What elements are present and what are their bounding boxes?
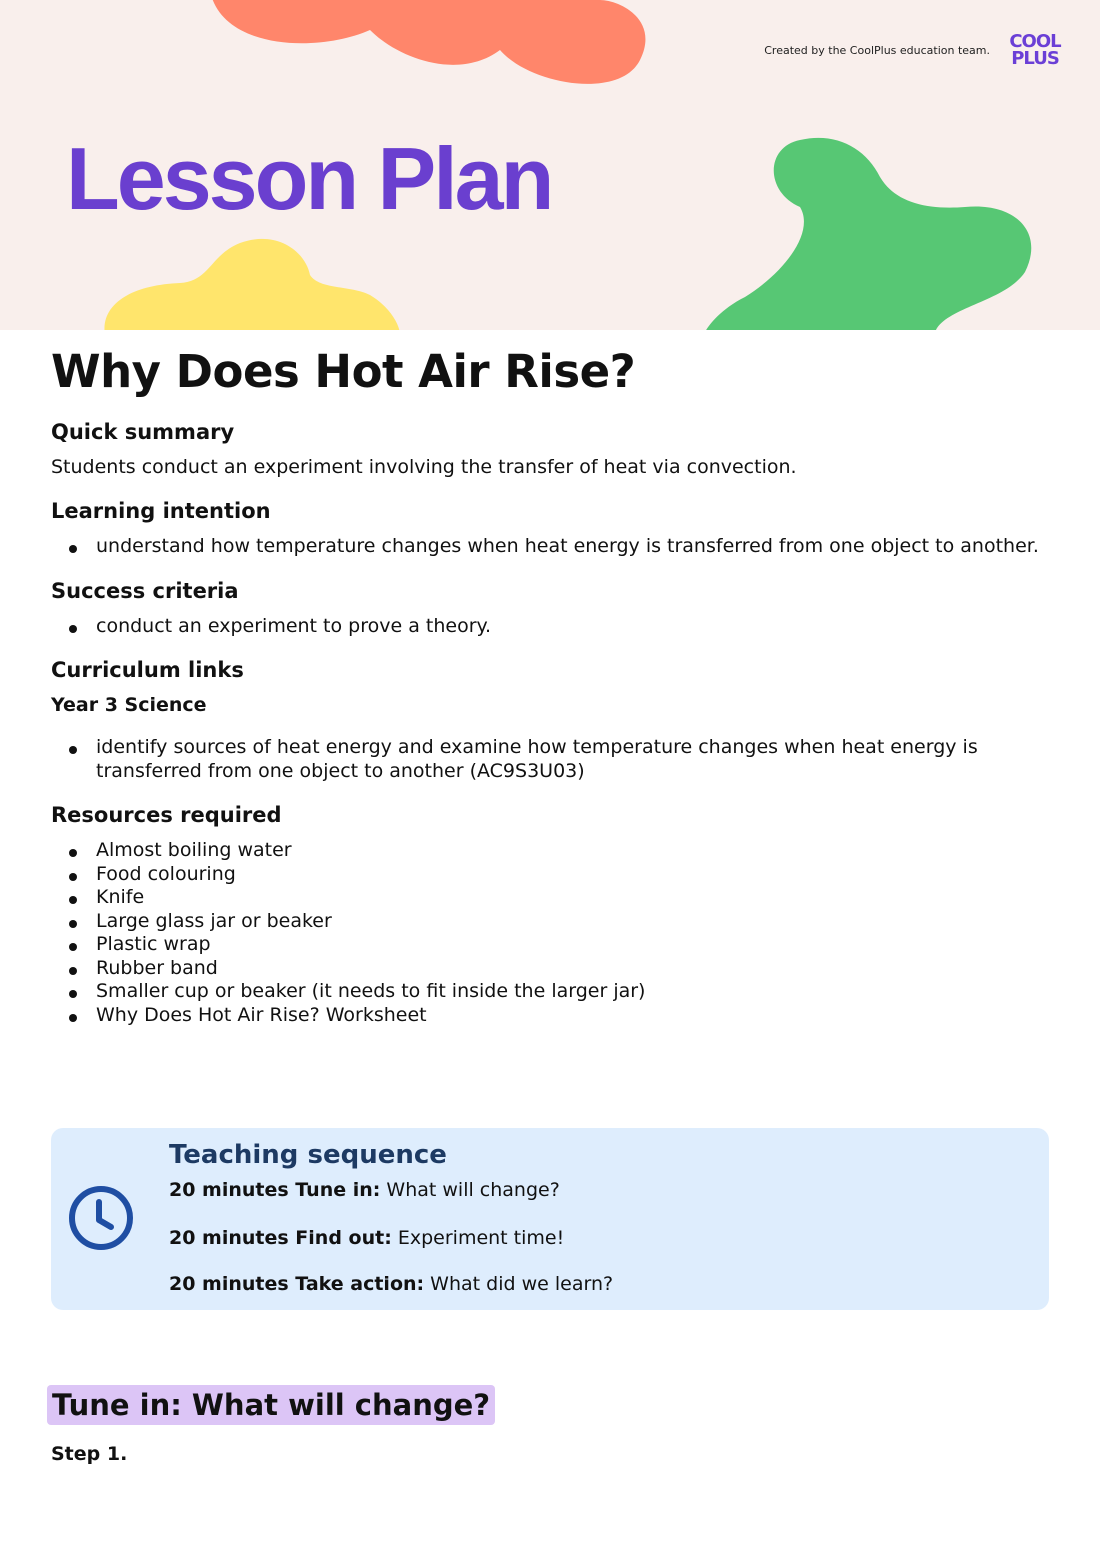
curriculum-links-heading: Curriculum links xyxy=(51,658,244,682)
list-item: Large glass jar or beaker xyxy=(51,910,1051,934)
sequence-label: 20 minutes Take action: xyxy=(169,1273,425,1295)
list-item: Almost boiling water xyxy=(51,839,1051,863)
teaching-sequence-panel xyxy=(51,1128,1049,1310)
sequence-text: What did we learn? xyxy=(424,1273,614,1295)
step-label: Step 1. xyxy=(51,1443,128,1465)
sequence-item-find-out xyxy=(169,1227,564,1249)
sequence-item-take-action xyxy=(169,1273,613,1295)
sequence-label: 20 minutes Find out: xyxy=(169,1227,392,1249)
logo-line-1: COOL xyxy=(1009,31,1061,52)
list-item: understand how temperature changes when heat energy is transferred from one object to another. xyxy=(51,535,1051,559)
list-item: Smaller cup or beaker (it needs to fit inside the larger jar) xyxy=(51,980,1051,1004)
resources-heading: Resources required xyxy=(51,803,282,827)
list-item: Rubber band xyxy=(51,957,1051,981)
curriculum-list xyxy=(51,736,1051,783)
sequence-item-tune-in xyxy=(169,1179,560,1201)
list-item: Knife xyxy=(51,886,1051,910)
logo-line-2: PLUS xyxy=(1011,48,1059,69)
success-criteria-heading: Success criteria xyxy=(51,578,239,603)
tune-in-heading: Tune in: What will change? xyxy=(47,1385,495,1425)
sequence-text: What will change? xyxy=(380,1179,560,1201)
green-blob-decoration xyxy=(705,132,1040,330)
clock-icon xyxy=(67,1184,135,1252)
header-banner xyxy=(0,0,1100,330)
sequence-text: Experiment time! xyxy=(391,1227,565,1249)
sequence-label: 20 minutes Tune in: xyxy=(169,1179,381,1201)
orange-blob-decoration xyxy=(200,0,660,110)
success-criteria-list xyxy=(51,615,1051,639)
list-item: conduct an experiment to prove a theory. xyxy=(51,615,1051,639)
resources-list xyxy=(51,839,1051,1027)
list-item: Food colouring xyxy=(51,863,1051,887)
learning-intention-list xyxy=(51,535,1051,559)
credit-text: Created by the CoolPlus education team. xyxy=(764,44,990,57)
page-title: Lesson Plan xyxy=(66,129,552,228)
list-item: Why Does Hot Air Rise? Worksheet xyxy=(51,1004,1051,1028)
quick-summary-text: Students conduct an experiment involving the transfer of heat via convection. xyxy=(51,456,797,478)
coolplus-logo xyxy=(1004,33,1066,67)
yellow-blob-decoration xyxy=(100,235,400,330)
quick-summary-heading: Quick summary xyxy=(51,420,235,444)
list-item: identify sources of heat energy and examine how temperature changes when heat energy is transferred from one object to another (AC9S3U03) xyxy=(51,736,1051,783)
lesson-title: Why Does Hot Air Rise? xyxy=(51,345,636,398)
learning-intention-heading: Learning intention xyxy=(51,499,271,523)
list-item: Plastic wrap xyxy=(51,933,1051,957)
lesson-content xyxy=(51,345,1051,1047)
teaching-sequence-title: Teaching sequence xyxy=(169,1140,447,1170)
curriculum-subheading: Year 3 Science xyxy=(51,694,207,716)
